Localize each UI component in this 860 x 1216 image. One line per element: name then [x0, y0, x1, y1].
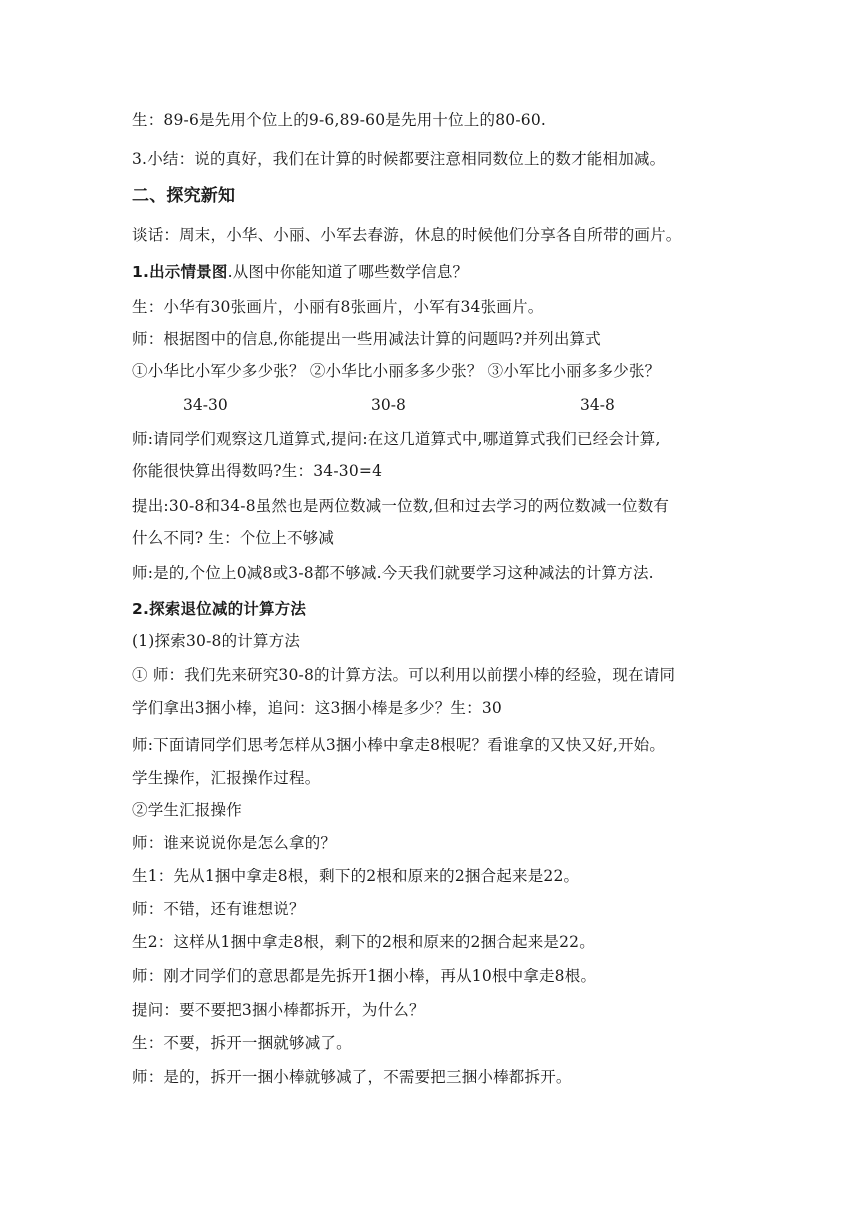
item-title: 出示情景图	[149, 263, 228, 281]
text-line	[132, 599, 742, 619]
formula: 30-8	[371, 396, 406, 414]
text-line: 学们拿出3捆小棒，追问：这3捆小棒是多少？生：30	[132, 699, 502, 717]
text-line: 生：89-6是先用个位上的9-6,89-60是先用十位上的80-60.	[132, 111, 547, 129]
text-line: 生：不要，拆开一捆就够减了。	[132, 1034, 352, 1052]
text-line: 师：谁来说说你是怎么拿的？	[132, 834, 337, 852]
text-line: ① 师：我们先来研究30-8的计算方法。可以利用以前摆小棒的经验，现在请同	[132, 666, 676, 684]
text-line: 师:请同学们观察这几道算式,提问:在这几道算式中,哪道算式我们已经会计算,	[132, 430, 661, 448]
text-line: 师:是的,个位上0减8或3-8都不够减.今天我们就要学习这种减法的计算方法.	[132, 564, 654, 582]
text-line	[132, 262, 742, 282]
text-line: 你能很快算出得数吗?生：34-30=4	[132, 462, 383, 480]
item-title: 探索退位减的计算方法	[149, 600, 307, 618]
text-line: 提问：要不要把3捆小棒都拆开，为什么？	[132, 1001, 425, 1019]
item-number: 2.	[132, 600, 150, 618]
item-number: 1.	[132, 263, 150, 281]
text-line: 师：不错，还有谁想说？	[132, 900, 305, 918]
item-text: .从图中你能知道了哪些数学信息？	[227, 263, 469, 281]
text-line: 什么不同? 生：个位上不够减	[132, 529, 335, 547]
formula: 34-30	[183, 396, 228, 414]
text-line: 生2：这样从1捆中拿走8根，剩下的2根和原来的2捆合起来是22。	[132, 933, 595, 951]
text-line: 提出:30-8和34-8虽然也是两位数减一位数,但和过去学习的两位数减一位数有	[132, 497, 670, 515]
text-line: 3.小结：说的真好，我们在计算的时候都要注意相同数位上的数才能相加减。	[132, 150, 666, 168]
text-line: 谈话：周末，小华、小丽、小军去春游，休息的时候他们分享各自所带的画片。	[132, 226, 682, 244]
formula: 34-8	[580, 396, 615, 414]
text-line: 生：小华有30张画片，小丽有8张画片，小军有34张画片。	[132, 298, 544, 316]
text-line: 师:下面请同学们思考怎样从3捆小棒中拿走8根呢？看谁拿的又快又好,开始。	[132, 736, 666, 754]
text-line: 师：刚才同学们的意思都是先拆开1捆小棒，再从10根中拿走8根。	[132, 967, 597, 985]
text-line: 生1：先从1捆中拿走8根，剩下的2根和原来的2捆合起来是22。	[132, 867, 580, 885]
text-line: ②学生汇报操作	[132, 801, 242, 819]
text-line: 师：根据图中的信息,你能提出一些用减法计算的问题吗?并列出算式	[132, 330, 601, 348]
text-line: 学生操作，汇报操作过程。	[132, 769, 321, 787]
text-line: (1)探索30-8的计算方法	[132, 632, 301, 650]
question-list: ①小华比小军少多少张？ ②小华比小丽多多少张？ ③小军比小丽多多少张？	[132, 362, 661, 380]
text-line: 师：是的，拆开一捆小棒就够减了，不需要把三捆小棒都拆开。	[132, 1068, 572, 1086]
section-heading: 二、探究新知	[132, 186, 236, 206]
